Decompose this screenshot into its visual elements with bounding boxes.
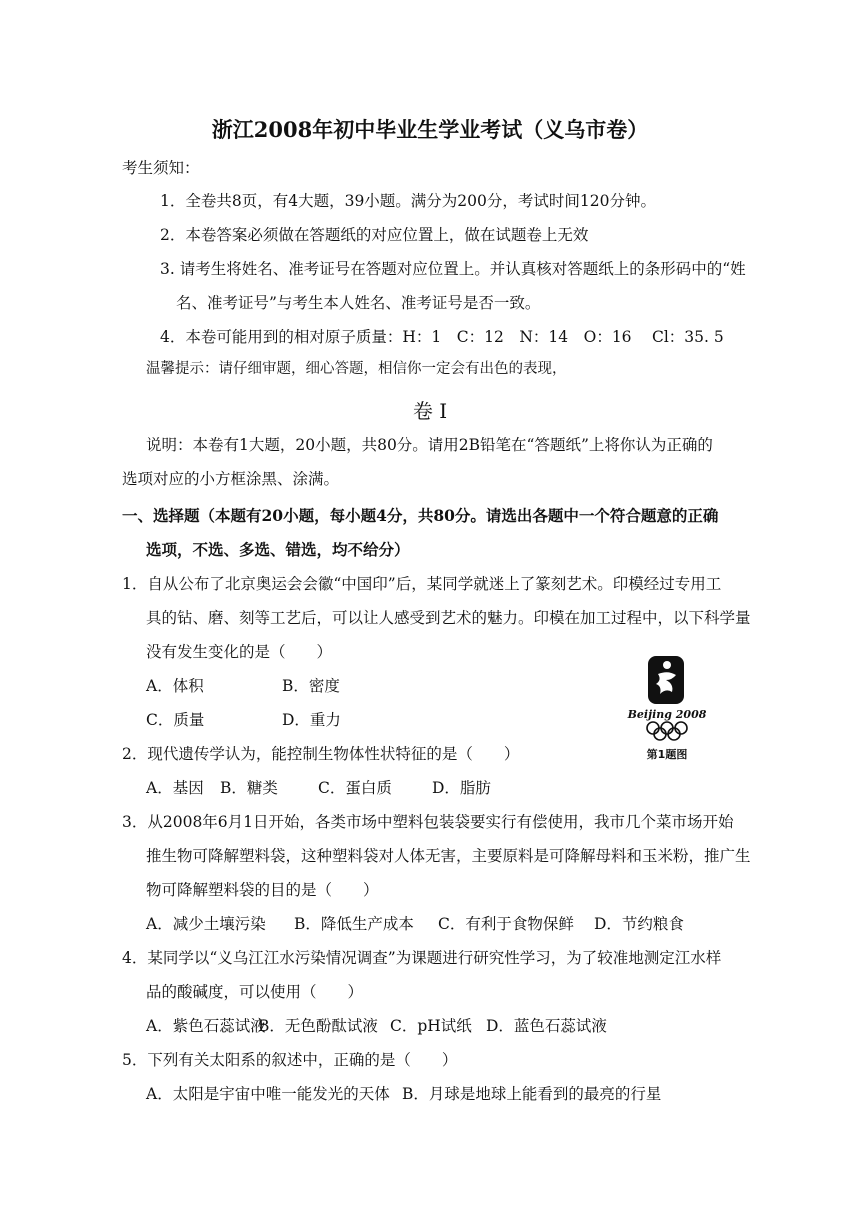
q1-option-c: C．质量 <box>146 711 205 729</box>
q4-line-2: 品的酸碱度，可以使用（ ） <box>146 983 364 1001</box>
q3-line-3: 物可降解塑料袋的目的是（ ） <box>146 881 379 899</box>
svg-text:Beijing 2008: Beijing 2008 <box>627 708 707 721</box>
q1-line-1: 1．自从公布了北京奥运会会徽“中国印”后，某同学就迷上了篆刻艺术。印模经过专用工 <box>122 575 722 593</box>
q3-line-1: 3．从2008年6月1日开始，各类市场中塑料包装袋要实行有偿使用，我市几个菜市场开始 <box>122 813 734 831</box>
q1-option-d: D．重力 <box>282 711 341 729</box>
q4-option-c: C．pH试纸 <box>390 1017 472 1035</box>
q1-option-b: B．密度 <box>282 677 340 695</box>
q1-option-a: A．体积 <box>146 677 204 695</box>
q4-option-b: B．无色酚酞试液 <box>258 1017 378 1035</box>
q4-option-a: A．紫色石蕊试液 <box>146 1017 266 1035</box>
section-title: 卷 I <box>412 399 448 423</box>
notice-item-1: 1．全卷共8页，有4大题，39小题。满分为200分，考试时间120分钟。 <box>160 192 656 210</box>
q5-option-a: A．太阳是宇宙中唯一能发光的天体 <box>146 1085 390 1103</box>
q5-option-b: B．月球是地球上能看到的最亮的行星 <box>402 1085 662 1103</box>
q2-line-1: 2．现代遗传学认为，能控制生物体性状特征的是（ ） <box>122 745 520 763</box>
section-desc-1: 说明：本卷有1大题，20小题，共80分。请用2B铅笔在“答题纸”上将你认为正确的 <box>146 436 713 454</box>
part-title-1: 一、选择题（本题有20小题，每小题4分，共80分。请选出各题中一个符合题意的正确 <box>122 506 719 525</box>
q5-line-1: 5．下列有关太阳系的叙述中，正确的是（ ） <box>122 1051 458 1069</box>
q1-line-3: 没有发生变化的是（ ） <box>146 643 333 661</box>
notice-item-2: 2．本卷答案必须做在答题纸的对应位置上，做在试题卷上无效 <box>160 226 589 244</box>
q4-option-d: D．蓝色石蕊试液 <box>486 1017 607 1035</box>
figure-caption: 第1题图 <box>646 748 688 761</box>
q4-line-1: 4．某同学以“义乌江江水污染情况调查”为课题进行研究性学习，为了较准地测定江水样 <box>122 949 722 967</box>
figure-beijing-2008-emblem <box>622 640 712 766</box>
q3-line-2: 推生物可降解塑料袋，这种塑料袋对人体无害，主要原料是可降解母料和玉米粉，推广生 <box>146 847 751 865</box>
notice-heading: 考生须知： <box>122 159 200 177</box>
beijing-emblem-icon <box>622 640 712 744</box>
exam-title: 浙江2008年初中毕业生学业考试（义乌市卷） <box>211 117 649 142</box>
q2-option-a: A．基因 <box>146 779 204 797</box>
q1-line-2: 具的钻、磨、刻等工艺后，可以让人感受到艺术的魅力。印模在加工过程中，以下科学量 <box>146 609 751 627</box>
q3-option-d: D．节约粮食 <box>594 915 684 933</box>
q3-option-c: C．有利于食物保鲜 <box>438 915 574 933</box>
notice-item-4: 4．本卷可能用到的相对原子质量：H：1 C：12 N：14 O：16 Cl：35. 5 <box>160 328 724 346</box>
q2-option-b: B．糖类 <box>220 779 278 797</box>
notice-item-3: 3. 请考生将姓名、准考证号在答题对应位置上。并认真核对答题纸上的条形码中的“姓 <box>160 260 746 278</box>
part-title-2: 选项，不选、多选、错选，均不给分） <box>146 540 410 559</box>
q3-option-a: A．减少土壤污染 <box>146 915 266 933</box>
notice-item-3-cont: 名、准考证号”与考生本人姓名、准考证号是否一致。 <box>176 294 541 312</box>
q3-option-b: B．降低生产成本 <box>294 915 414 933</box>
q2-option-c: C．蛋白质 <box>318 779 392 797</box>
q2-option-d: D．脂肪 <box>432 779 491 797</box>
warm-tip: 温馨提示：请仔细审题，细心答题，相信你一定会有出色的表现， <box>146 361 567 377</box>
section-desc-2: 选项对应的小方框涂黑、涂满。 <box>122 470 340 488</box>
